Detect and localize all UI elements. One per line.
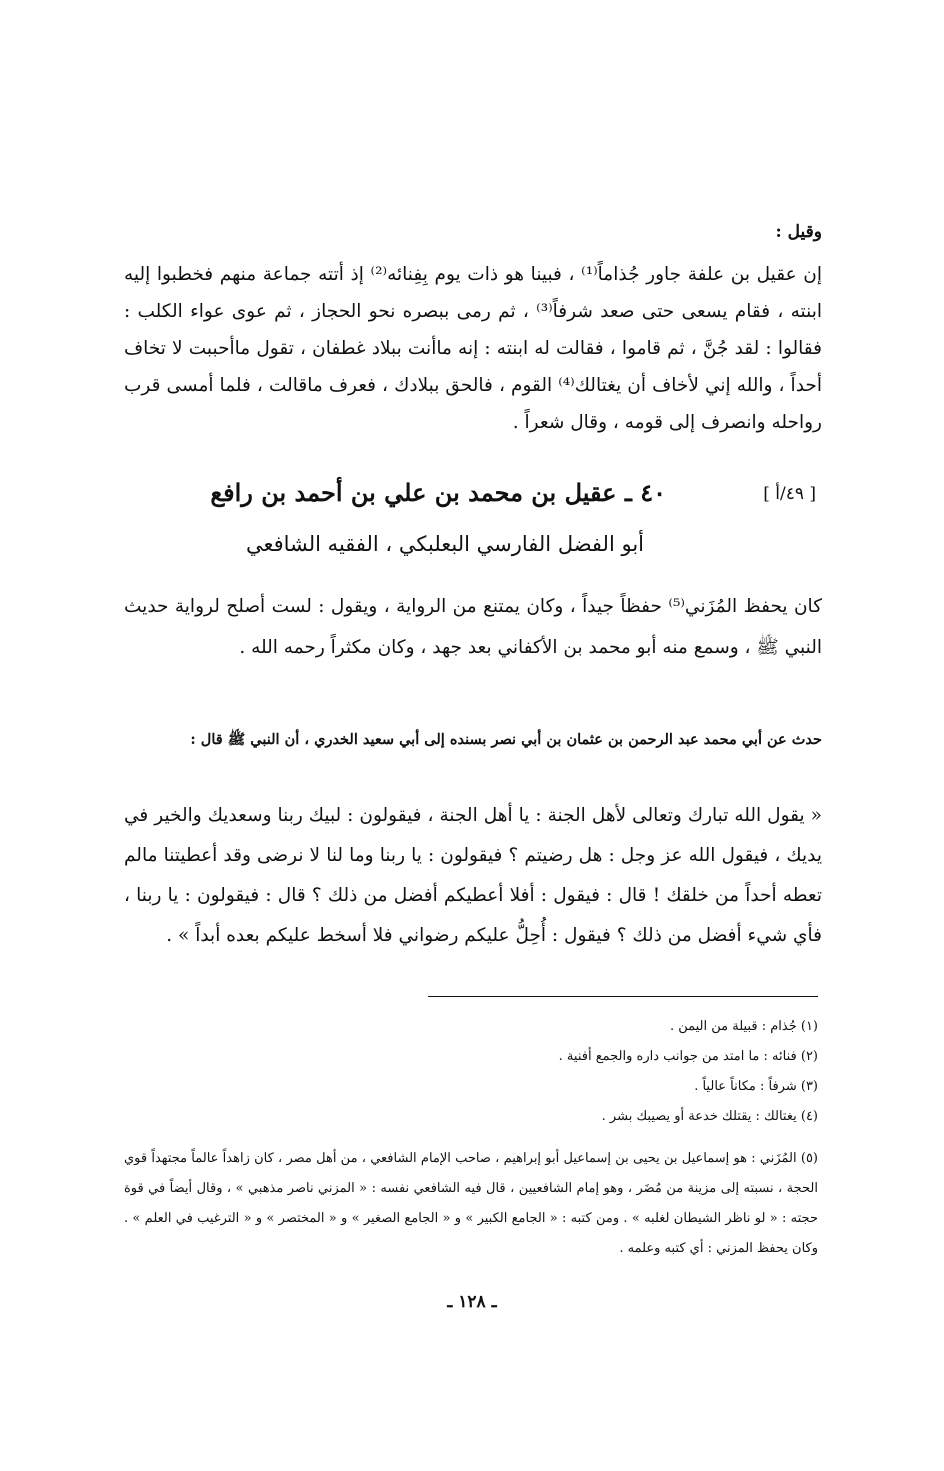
footnote-list xyxy=(124,1012,818,1132)
isnad-text: حدث عن أبي محمد عبد الرحمن بن عثمان بن أبي نصر بسنده إلى أبي سعيد الخدري ، أن النبي ﷺ قال : xyxy=(190,731,822,748)
entry-header xyxy=(126,478,816,518)
footnote-item-long: (٥) المُزَني : هو إسماعيل بن يحيى بن إسماعيل أبو إبراهيم ، صاحب الإمام الشافعي ، من أهل مصر ، كان زاهداً عالماً مجتهداً قوي الحجة ، نسبته إلى مزينة من مُضَر ، وهو إمام الشافعيين ، قال فيه الشافعي نفسه : « المزني ناصر مذهبي » ، وقال أيضاً في قوة حجته : « لو ناظر الشيطان لغلبه » . ومن كتبه : « الجامع الكبير » و « الجامع الصغير » و « المختصر » و « الترغيب في العلم » . وكان يحفظ المزني : أي كتبه وعلمه . xyxy=(124,1151,818,1256)
intro-line: وقيل : xyxy=(775,222,822,242)
footnote-item: (٢) فنائه : ما امتد من جوانب داره والجمع أفنية . xyxy=(558,1049,818,1064)
footnote-divider xyxy=(428,996,818,997)
footnote-item: (١) جُذام : قبيلة من اليمن . xyxy=(669,1019,818,1034)
footnote-item: (٤) يغتالك : يقتلك خدعة أو يصيبك بشر . xyxy=(601,1109,818,1124)
footnote-item: (٣) شرفاً : مكاناً عالياً . xyxy=(694,1079,818,1094)
entry-subtitle: أبو الفضل الفارسي البعلبكي ، الفقيه الشافعي xyxy=(245,532,644,556)
page-number: ـ ١٢٨ ـ xyxy=(447,1292,497,1312)
biography-paragraph: كان يحفظ المُزَني⁽⁵⁾ حفظاً جيداً ، وكان يمتنع من الرواية ، ويقول : لست أصلح لرواية حديث النبي ﷺ ، وسمع منه أبو محمد بن الأكفاني بعد جهد ، وكان مكثراً رحمه الله . xyxy=(124,596,823,658)
entry-title: ٤٠ ـ عقيل بن محمد بن علي بن أحمد بن رافع xyxy=(210,478,666,507)
narrative-paragraph: إن عقيل بن علفة جاور جُذاماً⁽¹⁾ ، فبينا هو ذات يوم بِفِنائه⁽²⁾ إذ أتته جماعة منهم فخطبوا إليه ابنته ، فقام يسعى حتى صعد شرفاً⁽³⁾ ، ثم رمى ببصره نحو الحجاز ، ثم عوى عواء الكلب : فقالوا : لقد جُنَّ ، ثم قاموا ، فقالت له ابنته : إنه ماأنت ببلاد غطفان ، تقول ماأحببت لا تخاف أحداً ، والله إني لأخاف أن يغتالك⁽⁴⁾ القوم ، فالحق ببلادك ، فعرف ماقالت ، فلما أمسى قرب رواحله وانصرف إلى قومه ، وقال شعراً . xyxy=(124,264,823,433)
manuscript-folio-ref: [ ٤٩/أ ] xyxy=(763,484,816,504)
hadith-text: « يقول الله تبارك وتعالى لأهل الجنة : يا أهل الجنة ، فيقولون : لبيك ربنا وسعديك والخير في يديك ، فيقول الله عز وجل : هل رضيتم ؟ فيقولون : يا ربنا وما لنا لا نرضى وقد أعطيتنا مالم تعطه أحداً من خلقك ! قال : فيقول : أفلا أعطيكم أفضل من ذلك ؟ قال : فيقولون : يا ربنا ، فأي شيء أفضل من ذلك ؟ فيقول : أُحِلُّ عليكم رضواني فلا أسخط عليكم بعده أبداً » . xyxy=(124,805,822,946)
